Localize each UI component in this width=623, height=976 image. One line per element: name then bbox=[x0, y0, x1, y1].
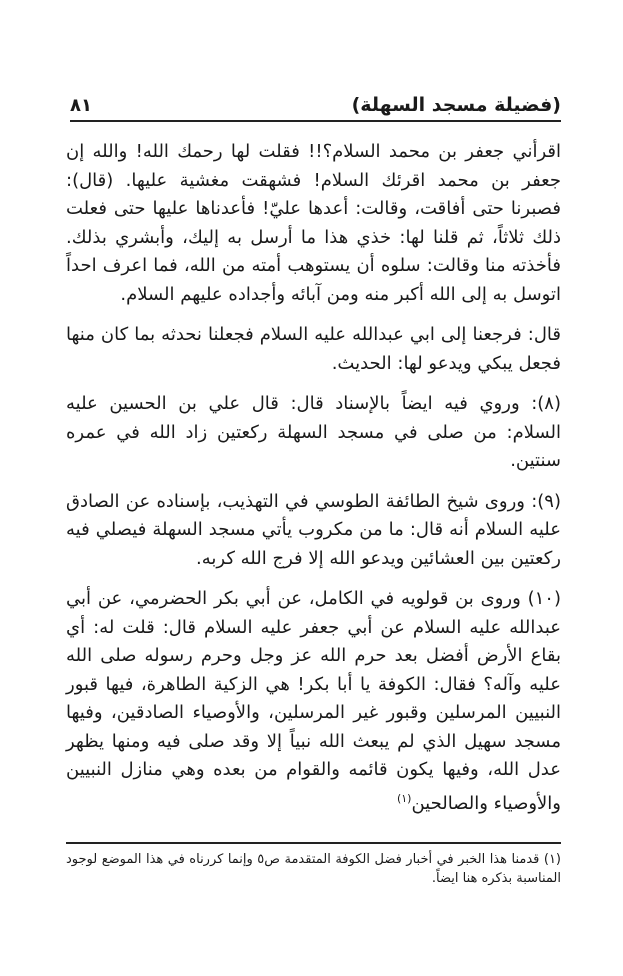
paragraph-hadith-10 bbox=[66, 585, 561, 818]
paragraph-continuation: اقرأني جعفر بن محمد السلام؟!! فقلت لها رحمك الله! والله إن جعفر بن محمد اقرئك السلام! فشهقت مغشية عليها. (قال): فصبرنا حتى أفاقت، وقالت: أعدها عليّ! فأعدناها عليها حتى فعلت ذلك ثلاثاً، ثم قلنا لها: خذي هذا ما أرسل به إليك، وأبشري بذلك. فأخذته منا وقالت: سلوه أن يستوهب أمته من الله، فما اعرف احداً اتوسل به إلى الله أكبر منه ومن آبائه وأجداده عليهم السلام. bbox=[66, 141, 561, 305]
page-header bbox=[70, 88, 561, 122]
footnote-divider bbox=[66, 842, 561, 844]
paragraph-hadith-9: (٩): وروى شيخ الطائفة الطوسي في التهذيب، بإسناده عن الصادق عليه السلام أنه قال: ما من مكروب يأتي مسجد السهلة فيصلي فيه ركعتين بين العشائين ويدعو الله إلا فرج الله كربه. bbox=[66, 490, 561, 569]
page-number: ٨١ bbox=[70, 95, 92, 116]
chapter-title: (فضيلة مسجد السهلة) bbox=[351, 94, 561, 116]
paragraph-hadith-8: (٨): وروي فيه ايضاً بالإسناد قال: قال علي بن الحسين عليه السلام: من صلى في مسجد السهلة ركعتين زاد الله في عمره سنتين. bbox=[66, 393, 561, 471]
footnote: (١) قدمنا هذا الخبر في أخبار فضل الكوفة المتقدمة ص٥ وإنما كررناه في هذا الموضع لوجود المناسبة بذكره هنا ايضاً. bbox=[66, 852, 561, 886]
main-text bbox=[66, 138, 561, 830]
footnote-reference: (١) bbox=[396, 791, 412, 805]
paragraph-qal: قال: فرجعنا إلى ابي عبدالله عليه السلام فجعلنا نحدثه بما كان منها فجعل يبكي ويدعو لها: الحديث. bbox=[66, 324, 561, 374]
paragraph-hadith-10-text: (١٠) وروى بن قولويه في الكامل، عن أبي بكر الحضرمي، عن أبي عبدالله عليه السلام عن أبي جعفر عليه السلام قال: قلت له: أي بقاع الأرض أفضل بعد حرم الله عز وجل وحرم رسوله صلى الله عليه وآله؟ فقال: الكوفة يا أبا بكر! هي الزكية الطاهرة، فيها قبور النبيين المرسلين وقبور غير المرسلين، والأوصياء الصادقين، وفيها مسجد سهيل الذي لم يبعث الله نبياً إلا وقد صلى فيه ومنها يظهر عدل الله، وفيها يكون قائمه والقوام من بعده وهي منازل النبيين والأوصياء والصالحين bbox=[66, 588, 561, 814]
